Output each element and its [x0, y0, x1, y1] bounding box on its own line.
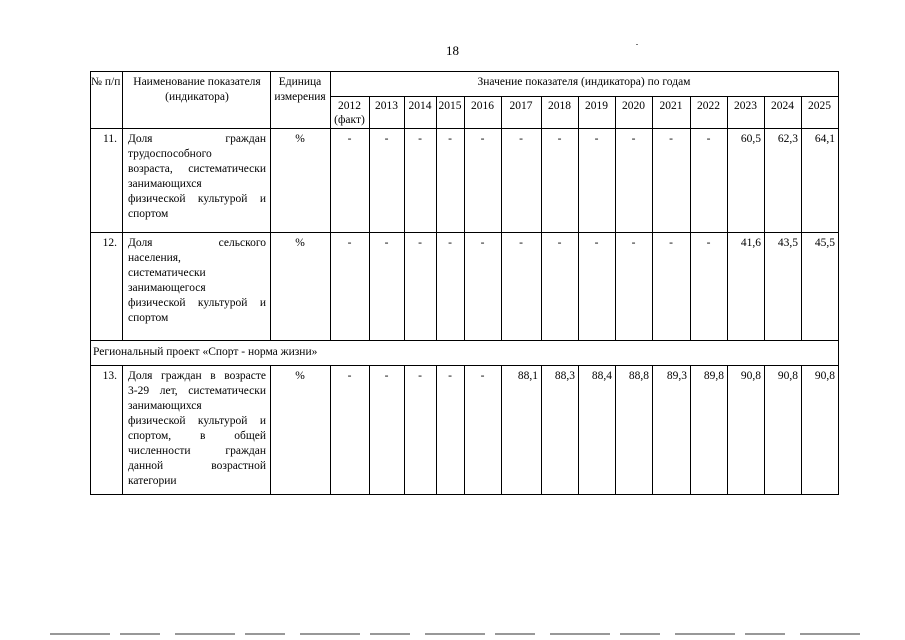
indicator-name-line: физической культурой и	[128, 297, 266, 309]
column-line	[436, 365, 437, 495]
value-cell: -	[557, 237, 562, 249]
column-line	[270, 71, 271, 341]
value-cell: -	[631, 133, 636, 145]
indicator-name-line: 3-29 лет, систематически	[128, 385, 266, 397]
indicator-name-line: численности граждан	[128, 445, 266, 457]
value-cell: -	[347, 237, 352, 249]
value-cell: -	[347, 370, 352, 382]
column-line	[330, 365, 331, 495]
year-header: 2015	[438, 100, 462, 112]
value-cell: -	[519, 133, 523, 145]
column-line	[541, 365, 542, 495]
value-cell: 90,8	[814, 370, 835, 382]
column-line	[838, 71, 839, 341]
value-cell: -	[669, 133, 673, 145]
value-cell: -	[384, 370, 389, 382]
value-cell: -	[480, 133, 485, 145]
value-cell: -	[448, 237, 452, 249]
header-values-title: Значение показателя (индикатора) по годам	[477, 76, 691, 88]
unit-cell: %	[295, 133, 305, 145]
value-cell: -	[706, 133, 711, 145]
value-cell: 89,3	[666, 370, 687, 382]
value-cell: 90,8	[777, 370, 798, 382]
value-cell: 88,4	[591, 370, 612, 382]
value-cell: -	[384, 133, 389, 145]
scan-dot	[636, 44, 638, 45]
section-title: Региональный проект «Спорт - норма жизни»	[93, 346, 318, 358]
indicator-name-line: данной возрастной	[128, 460, 266, 472]
value-cell: 43,5	[777, 237, 798, 249]
column-line	[464, 365, 465, 495]
unit-cell: %	[295, 237, 305, 249]
year-header: 2025	[808, 100, 831, 112]
indicator-name-line: спортом	[128, 312, 169, 324]
column-line	[801, 365, 802, 495]
page-number: 18	[446, 43, 459, 58]
value-cell: -	[418, 237, 422, 249]
row-number: 12.	[102, 237, 117, 249]
value-cell: -	[480, 237, 485, 249]
column-line	[270, 365, 271, 495]
value-cell: -	[631, 237, 636, 249]
column-line	[90, 71, 91, 341]
column-line	[727, 365, 728, 495]
year-header: 2017	[509, 100, 533, 112]
indicator-name-line: спортом	[128, 208, 169, 220]
year-header: 2013	[375, 100, 398, 112]
value-cell: -	[448, 370, 452, 382]
indicator-name-line: Доля граждан в возрасте	[128, 370, 266, 382]
value-cell: -	[418, 133, 422, 145]
year-header: 2014	[408, 100, 432, 112]
column-line	[578, 365, 579, 495]
indicator-name-line: занимающегося	[128, 282, 206, 294]
value-cell: -	[480, 370, 485, 382]
indicator-name-line: спортом, в общей	[128, 430, 266, 442]
column-line	[838, 340, 839, 365]
indicator-name-line: систематически	[128, 267, 206, 279]
unit-cell: %	[295, 370, 305, 382]
column-line	[501, 365, 502, 495]
column-line	[90, 365, 91, 495]
column-line	[90, 340, 91, 365]
column-line	[369, 365, 370, 495]
year-header-divider	[330, 96, 838, 97]
value-cell: -	[519, 237, 523, 249]
indicator-name-line: Доля граждан	[128, 133, 266, 145]
value-cell: -	[669, 237, 673, 249]
column-line	[122, 71, 123, 341]
value-cell: 89,8	[703, 370, 724, 382]
indicator-name-line: физической культурой и	[128, 415, 266, 427]
scan-edge-line	[50, 633, 870, 635]
year-header: 2019	[585, 100, 608, 112]
year-header: 2016	[471, 100, 494, 112]
value-cell: 88,8	[628, 370, 649, 382]
year-header: 2024	[771, 100, 794, 112]
column-line	[652, 365, 653, 495]
value-cell: 64,1	[814, 133, 835, 145]
row-number: 11.	[103, 133, 117, 145]
indicator-name-line: занимающихся	[128, 400, 202, 412]
value-cell: 45,5	[814, 237, 835, 249]
value-cell: 88,3	[554, 370, 575, 382]
value-cell: -	[347, 133, 352, 145]
row-number: 13.	[102, 370, 117, 382]
header-unit: измерения	[274, 91, 326, 103]
value-cell: 60,5	[740, 133, 761, 145]
value-cell: 62,3	[777, 133, 798, 145]
year-note: (факт)	[334, 114, 365, 126]
header-number: № п/п	[91, 76, 121, 88]
year-header: 2012	[338, 100, 361, 112]
year-header: 2021	[659, 100, 683, 112]
value-cell: -	[384, 237, 389, 249]
value-cell: -	[706, 237, 711, 249]
year-header: 2022	[697, 100, 720, 112]
column-line	[764, 365, 765, 495]
indicator-name-line: населения,	[128, 252, 181, 264]
year-header: 2020	[622, 100, 645, 112]
header-name: Наименование показателя	[133, 76, 261, 88]
column-line	[404, 365, 405, 495]
indicator-name-line: категории	[128, 475, 177, 487]
indicator-name-line: физической культурой и	[128, 193, 266, 205]
column-line	[122, 365, 123, 495]
value-cell: 41,6	[740, 237, 761, 249]
year-header: 2023	[734, 100, 757, 112]
table-border-top	[90, 71, 838, 72]
column-line	[838, 365, 839, 495]
value-cell: -	[448, 133, 452, 145]
year-header: 2018	[548, 100, 571, 112]
value-cell: -	[557, 133, 562, 145]
header-unit: Единица	[278, 76, 322, 88]
column-line	[690, 365, 691, 495]
value-cell: -	[418, 370, 422, 382]
column-line	[615, 365, 616, 495]
indicator-name-line: трудоспособного	[128, 148, 212, 160]
header-name: (индикатора)	[165, 91, 229, 103]
value-cell: 88,1	[517, 370, 538, 382]
value-cell: 90,8	[740, 370, 761, 382]
indicator-name-line: Доля сельского	[128, 237, 266, 249]
value-cell: -	[594, 133, 599, 145]
value-cell: -	[594, 237, 599, 249]
indicator-name-line: занимающихся	[128, 178, 202, 190]
indicator-name-line: возраста, систематически	[128, 163, 266, 175]
